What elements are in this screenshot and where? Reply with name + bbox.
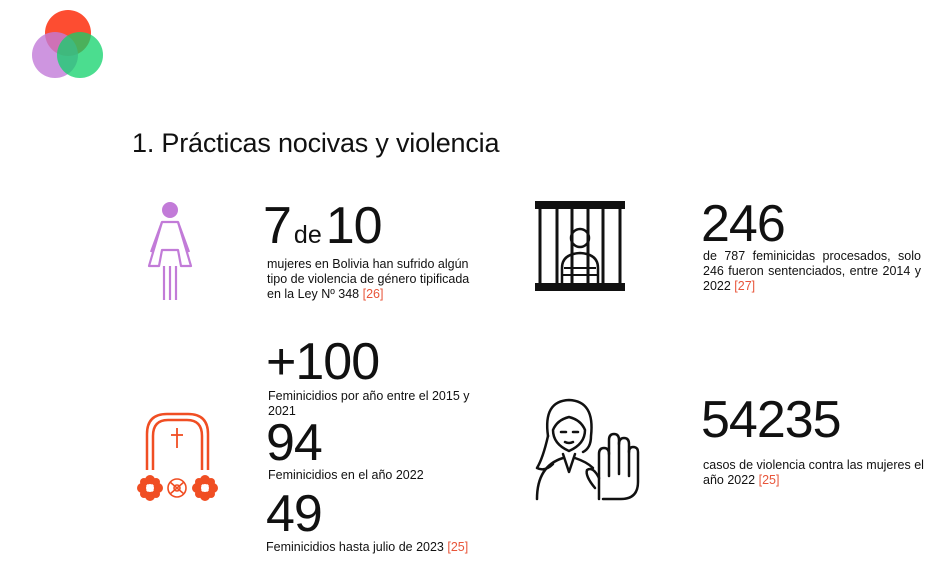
stat-2022-number: 94 xyxy=(266,414,322,472)
stat-per-year-description: Feminicidios por año entre el 2015 y 2021 xyxy=(268,389,470,418)
grave-icon xyxy=(130,408,225,503)
stat-women-reference[interactable]: [26] xyxy=(362,287,384,301)
stat-women-num-a: 7 xyxy=(263,197,291,255)
stat-sentenced-desc-text: de 787 feminicidas procesados, solo 246 fueron sentenciados, entre 2014 y 2022 xyxy=(703,249,921,293)
stat-sentenced-reference[interactable]: [27] xyxy=(734,279,756,293)
brand-logo xyxy=(30,8,106,80)
stop-hand-icon xyxy=(533,396,641,501)
stat-sentenced-number: 246 xyxy=(701,195,785,253)
stat-july-2023-desc-text: Feminicidios hasta julio de 2023 xyxy=(266,540,444,554)
stat-cases-description xyxy=(703,458,925,488)
woman-icon xyxy=(145,200,195,302)
stat-women-desc-text: mujeres en Bolivia han sufrido algún tipo de violencia de género tipificada en la Ley Nº 348 xyxy=(267,257,470,301)
stat-2022-description: Feminicidios en el año 2022 xyxy=(268,468,424,482)
stat-july-2023-reference[interactable]: [25] xyxy=(447,540,469,554)
section-title: 1. Prácticas nocivas y violencia xyxy=(132,128,500,158)
stat-women-num-b: 10 xyxy=(325,197,382,255)
stat-cases-number: 54235 xyxy=(701,391,841,449)
stat-cases-desc-text: casos de violencia contra las mujeres el año 2022 xyxy=(703,458,924,487)
stat-cases-reference[interactable]: [25] xyxy=(758,473,780,487)
stat-women-num-de: de xyxy=(293,221,322,249)
stat-sentenced-description xyxy=(703,249,921,294)
stat-july-2023-description xyxy=(266,540,468,555)
jail-icon xyxy=(532,198,628,294)
stat-women-number xyxy=(263,197,382,255)
stat-july-2023-number: 49 xyxy=(266,485,322,543)
stat-women-description xyxy=(267,257,477,302)
stat-per-year-number: +100 xyxy=(266,333,380,391)
